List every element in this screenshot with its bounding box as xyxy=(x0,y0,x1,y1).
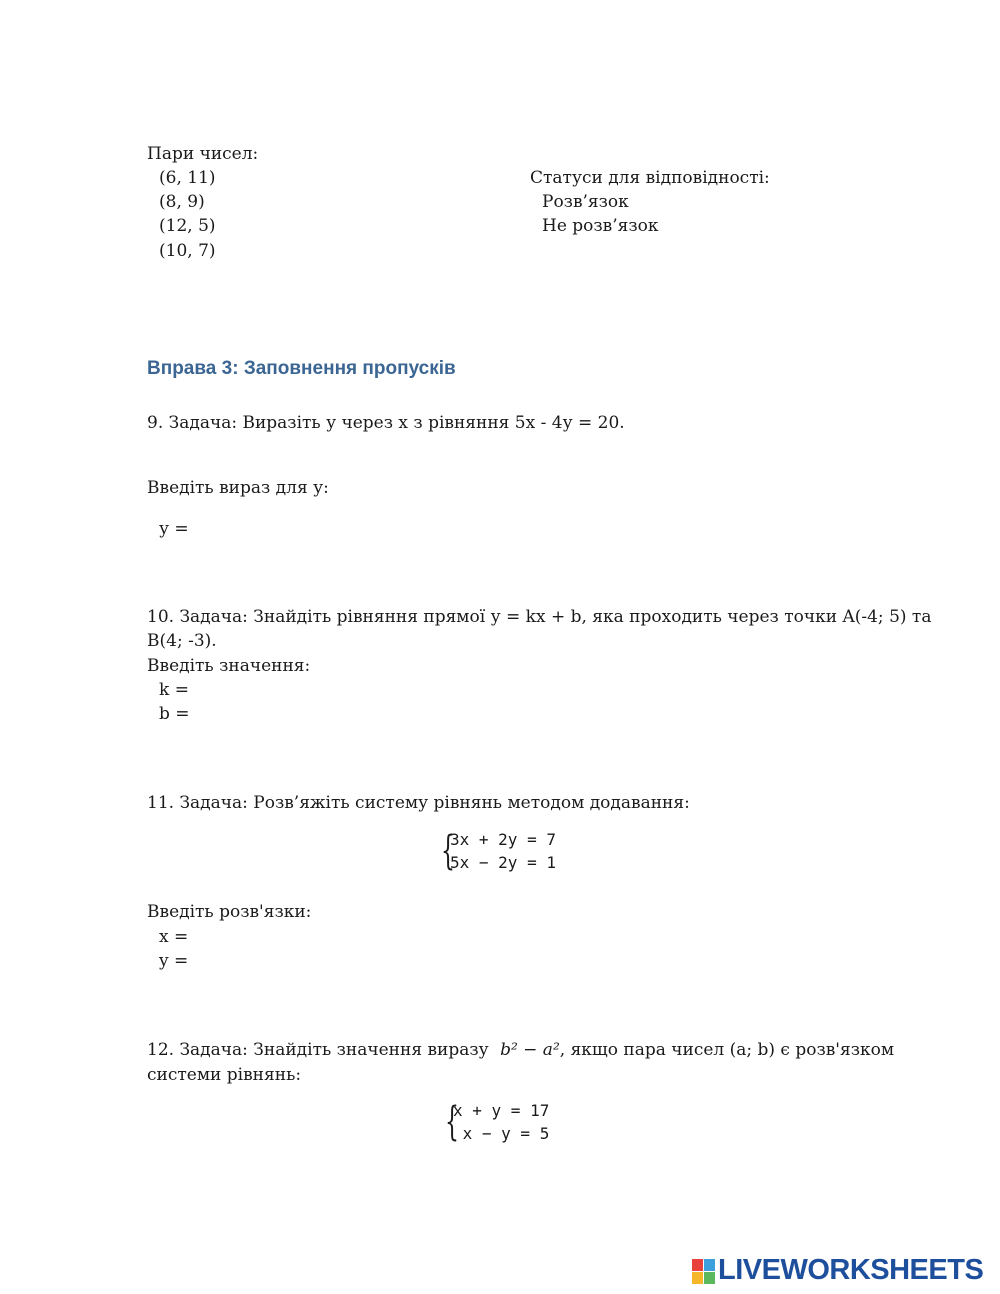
pairs-title: Пари чисел: xyxy=(147,144,259,164)
task11-eq2: 5x − 2y = 1 xyxy=(450,853,556,872)
statuses-title: Статуси для відповідності: xyxy=(530,168,770,188)
task10-line1: 10. Задача: Знайдіть рівняння прямої у = kx + b, яка проходить через точки A(-4; 5) та xyxy=(147,607,932,627)
task10-b-field xyxy=(159,703,315,725)
task12-line1 xyxy=(147,1039,894,1061)
answer-input[interactable] xyxy=(194,682,314,700)
pair-item[interactable]: (6, 11) xyxy=(159,168,216,188)
task12-line2: системи рівнянь: xyxy=(147,1065,302,1085)
pair-item[interactable]: (8, 9) xyxy=(159,192,205,212)
system-brace-icon: { xyxy=(441,828,455,874)
task9-y-field xyxy=(159,518,314,540)
task12-text-before: 12. Задача: Знайдіть значення виразу xyxy=(147,1040,489,1060)
task9-prompt: Введіть вираз для у: xyxy=(147,478,329,498)
logo-mark-icon xyxy=(692,1259,714,1283)
answer-input[interactable] xyxy=(194,521,314,539)
task11-x-field xyxy=(159,926,314,948)
task11-text: 11. Задача: Розв’яжіть систему рівнянь методом додавання: xyxy=(147,793,690,813)
task12-eq2: x − y = 5 xyxy=(453,1124,550,1143)
logo-square xyxy=(692,1259,703,1271)
exercise-heading: Вправа 3: Заповнення пропусків xyxy=(147,358,456,379)
status-item-solution[interactable]: Розв’язок xyxy=(542,192,629,212)
status-item-not-solution[interactable]: Не розв’язок xyxy=(542,216,659,236)
pair-item[interactable]: (12, 5) xyxy=(159,216,216,236)
task11-eq1: 3x + 2y = 7 xyxy=(450,830,556,849)
answer-input[interactable] xyxy=(194,929,314,947)
task12-expression: b² − a² xyxy=(500,1040,560,1060)
logo-square xyxy=(692,1272,703,1284)
task10-k-field xyxy=(159,679,314,701)
task11-prompt: Введіть розв'язки: xyxy=(147,902,312,922)
task10-prompt: Введіть значення: xyxy=(147,656,311,676)
task11-y-field xyxy=(159,950,314,972)
system-brace-icon: { xyxy=(445,1099,459,1145)
field-label: k = xyxy=(159,680,189,700)
answer-input[interactable] xyxy=(194,953,314,971)
task9-text: 9. Задача: Виразіть у через х з рівняння 5х - 4у = 20. xyxy=(147,413,625,433)
logo-square xyxy=(704,1259,715,1271)
field-label: b = xyxy=(159,704,190,724)
liveworksheets-logo xyxy=(692,1254,983,1287)
answer-input[interactable] xyxy=(195,706,315,724)
pair-item[interactable]: (10, 7) xyxy=(159,241,216,261)
field-label: у = xyxy=(159,519,189,539)
logo-text: LIVEWORKSHEETS xyxy=(718,1254,984,1286)
field-label: x = xyxy=(159,927,189,947)
logo-square xyxy=(704,1272,715,1284)
task10-line2: B(4; -3). xyxy=(147,631,217,651)
task12-eq1: x + y = 17 xyxy=(453,1101,550,1120)
task12-text-after: , якщо пара чисел (a; b) є розв'язком xyxy=(559,1040,895,1060)
field-label: y = xyxy=(159,951,189,971)
